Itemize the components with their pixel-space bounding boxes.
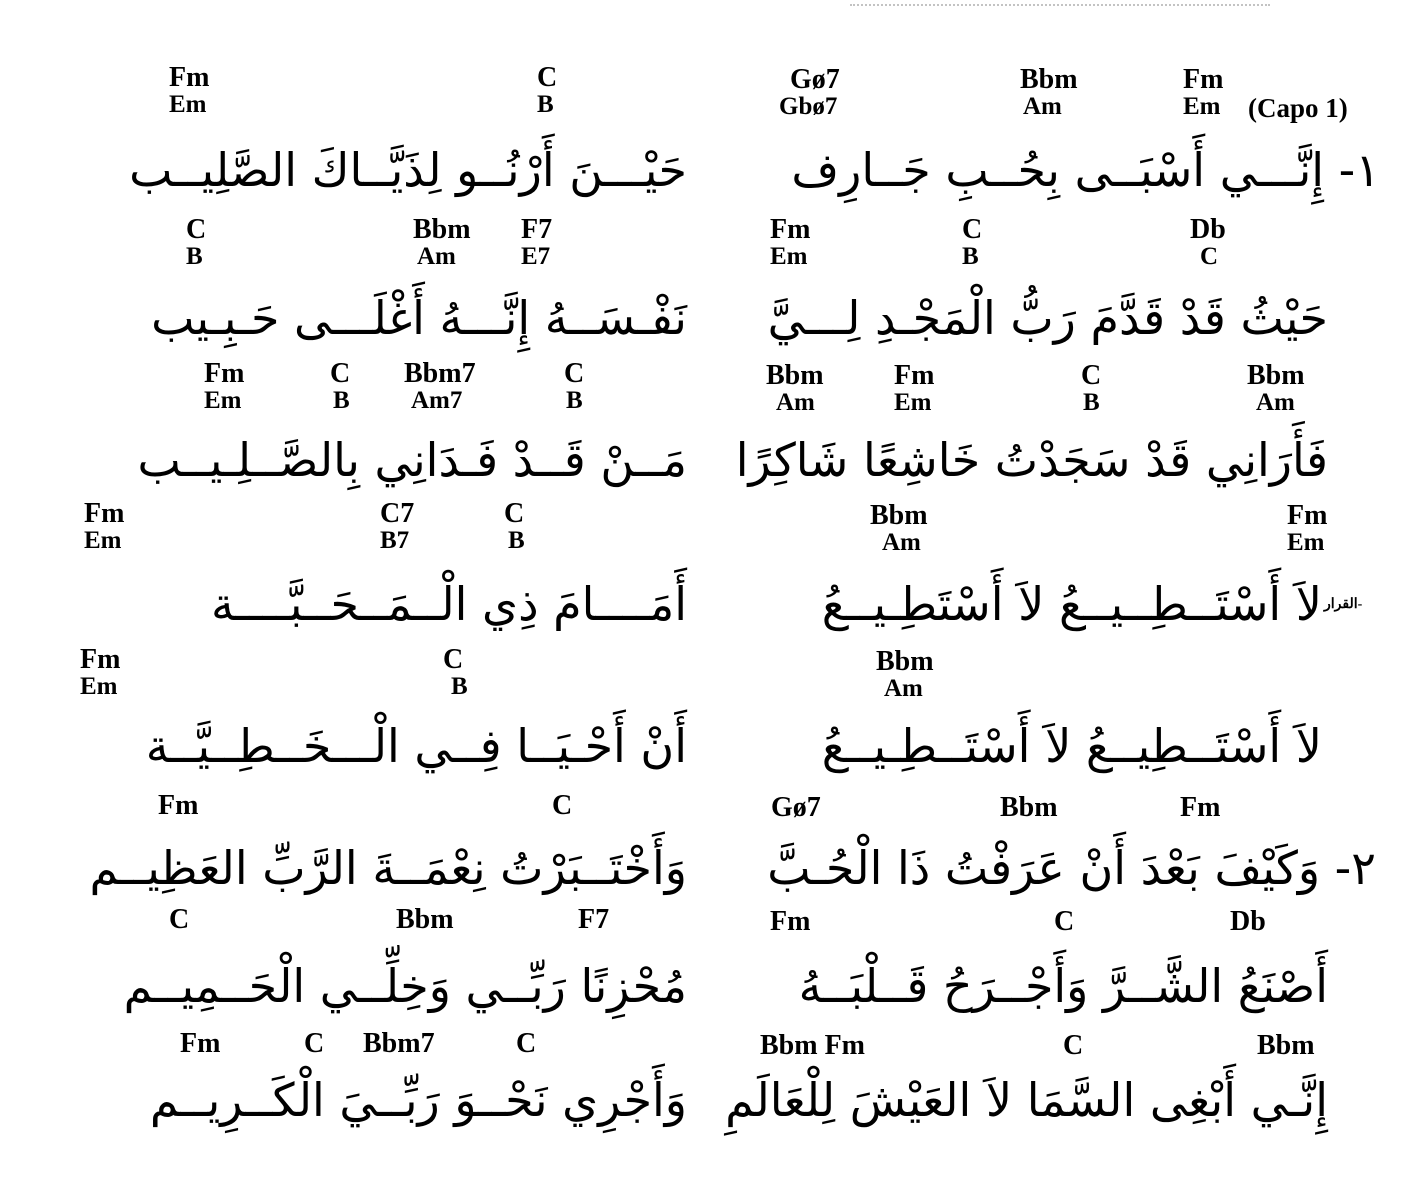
chord-r6-right-3: Fm	[1180, 792, 1221, 823]
lyric-r8-left: وَأَجْرِي نَحْــوَ رَبِّــيَ الْكَــرِيــم	[149, 1073, 687, 1127]
capo-chord-r1-right-2: Am	[1023, 93, 1062, 120]
chord-r4-left-3: C	[504, 498, 525, 529]
chord-r1-right-1: Gø7	[790, 64, 840, 95]
capo-chord-r4-right-1: Am	[882, 529, 921, 556]
chord-r2-right-3: Db	[1190, 214, 1226, 245]
lyric-r1-right: ١- إِنَّـــي أَسْبَــى بِحُــبِ جَــارِف	[791, 143, 1380, 197]
chord-r2-left-1: C	[186, 214, 207, 245]
chord-r5-left-1: Fm	[80, 644, 121, 675]
chord-r3-left-1: Fm	[204, 358, 245, 389]
chord-r8-left-4: C	[516, 1028, 537, 1059]
lyric-r1-left: حَيْـــنَ أَرْنُــو لِذَيَّــاكَ الصَّلِيــب	[129, 143, 687, 197]
chord-r3-left-2: C	[330, 358, 351, 389]
capo-chord-r2-right-2: B	[962, 243, 979, 270]
capo-chord-r3-right-1: Am	[776, 389, 815, 416]
lyric-r8-right: إِنَّـي أَبْغِى السَّمَا لاَ العَيْشَ لِلْعَالَمِ	[725, 1073, 1328, 1127]
chord-r4-right-1: Bbm	[870, 500, 928, 531]
chord-r8-right-3: Bbm	[1257, 1030, 1315, 1061]
lyric-r3-left: مَــنْ قَــدْ فَـدَانِي بِالصَّــلِـيــب	[137, 433, 687, 487]
capo-chord-r4-left-1: Em	[84, 527, 122, 554]
chord-r8-left-1: Fm	[180, 1028, 221, 1059]
capo-chord-r4-left-3: B	[508, 527, 525, 554]
capo-chord-r4-left-2: B7	[380, 527, 410, 554]
capo-chord-r5-left-2: B	[451, 673, 468, 700]
capo-chord-r1-right-1: Gbø7	[779, 93, 838, 120]
capo-note: (Capo 1)	[1248, 93, 1348, 123]
chord-r5-right-1: Bbm	[876, 646, 934, 677]
capo-chord-r3-right-4: Am	[1256, 389, 1295, 416]
capo-chord-r1-right-3: Em	[1183, 93, 1221, 120]
capo-chord-r3-right-3: B	[1083, 389, 1100, 416]
chord-r3-left-4: C	[564, 358, 585, 389]
capo-chord-r4-right-2: Em	[1287, 529, 1325, 556]
lyric-r5-left: أَنْ أَحْـيَــا فِــي الْـــخَــطِــيَّــة	[145, 719, 687, 773]
capo-chord-r2-left-2: Am	[417, 243, 456, 270]
chord-r7-right-2: C	[1054, 906, 1075, 937]
lyric-r7-left: مُحْزِنًا رَبِّــي وَخِلِّــي الْحَــمِيــم	[123, 959, 687, 1013]
lyric-r5-right: لاَ أَسْتَــطِيــعُ لاَ أَسْتَــطِـيــعُ	[821, 719, 1322, 773]
capo-chord-r2-right-1: Em	[770, 243, 808, 270]
chord-r6-right-2: Bbm	[1000, 792, 1058, 823]
capo-chord-r3-left-2: B	[333, 387, 350, 414]
lyric-r2-left: نَفْـسَــهُ إِنَّـــهُ أَغْلَـــى حَـبِـيب	[151, 291, 687, 345]
chord-r7-left-3: F7	[578, 904, 610, 935]
capo-chord-r1-left-2: B	[537, 91, 554, 118]
chord-r1-right-2: Bbm	[1020, 64, 1078, 95]
capo-chord-r2-left-1: B	[186, 243, 203, 270]
chord-r1-left-2: C	[537, 62, 558, 93]
chord-r6-left-1: Fm	[158, 790, 199, 821]
chord-r2-right-2: C	[962, 214, 983, 245]
lyric-r7-right: أَصْنَعُ الشَّــرَّ وَأَجْــرَحُ قَــلْبَــهُ	[798, 959, 1328, 1013]
chord-r3-right-2: Fm	[894, 360, 935, 391]
chord-r3-right-3: C	[1081, 360, 1102, 391]
chord-r1-left-1: Fm	[169, 62, 210, 93]
capo-chord-r3-left-1: Em	[204, 387, 242, 414]
chord-r6-right-1: Gø7	[771, 792, 821, 823]
lyric-r2-right: حَيْثُ قَدْ قَدَّمَ رَبُّ الْمَجْـدِ لِـــيَّ	[767, 291, 1328, 345]
chord-r4-left-2: C7	[380, 498, 415, 529]
chord-r3-right-4: Bbm	[1247, 360, 1305, 391]
refrain-tag: القرار-	[1324, 597, 1363, 612]
chord-r5-left-2: C	[443, 644, 464, 675]
capo-chord-r3-right-2: Em	[894, 389, 932, 416]
chord-r2-right-1: Fm	[770, 214, 811, 245]
capo-chord-r5-right-1: Am	[884, 675, 923, 702]
top-cut-text-fragment	[850, 0, 1270, 6]
capo-chord-r2-right-3: C	[1200, 243, 1219, 270]
chord-r7-right-3: Db	[1230, 906, 1266, 937]
capo-chord-r1-left-1: Em	[169, 91, 207, 118]
chord-r7-left-1: C	[169, 904, 190, 935]
chord-r8-right-1: Bbm Fm	[760, 1030, 865, 1061]
capo-chord-r3-left-4: B	[566, 387, 583, 414]
capo-chord-r3-left-3: Am7	[411, 387, 463, 414]
capo-chord-r2-left-3: E7	[521, 243, 551, 270]
lyric-r3-right: فَأَرَانِي قَدْ سَجَدْتُ خَاشِعًا شَاكِرًا	[735, 433, 1328, 487]
chord-r7-right-1: Fm	[770, 906, 811, 937]
chord-r2-left-3: F7	[521, 214, 553, 245]
chord-r8-right-2: C	[1063, 1030, 1084, 1061]
chord-r6-left-2: C	[552, 790, 573, 821]
chord-r8-left-2: C	[304, 1028, 325, 1059]
chord-r2-left-2: Bbm	[413, 214, 471, 245]
chord-r3-left-3: Bbm7	[404, 358, 476, 389]
chord-r4-right-2: Fm	[1287, 500, 1328, 531]
lyric-r6-left: وَأَخْتَــبَرْتُ نِعْمَــةَ الرَّبِّ العَظِيــم	[89, 841, 687, 895]
chord-r4-left-1: Fm	[84, 498, 125, 529]
lyric-r6-right: ٢- وَكَيْفَ بَعْدَ أَنْ عَرَفْتُ ذَا الْحُـبَّ	[767, 841, 1376, 895]
capo-chord-r5-left-1: Em	[80, 673, 118, 700]
chord-r1-right-3: Fm	[1183, 64, 1224, 95]
chord-r3-right-1: Bbm	[766, 360, 824, 391]
lyric-r4-right: لاَ أَسْتَــطِــيــعُ لاَ أَسْتَطِـيــعُ	[821, 577, 1322, 631]
lyric-r4-left: أَمَــــامَ ذِي الْــمَــحَــبَّــــة	[211, 577, 687, 631]
chord-r7-left-2: Bbm	[396, 904, 454, 935]
chord-r8-left-3: Bbm7	[363, 1028, 435, 1059]
